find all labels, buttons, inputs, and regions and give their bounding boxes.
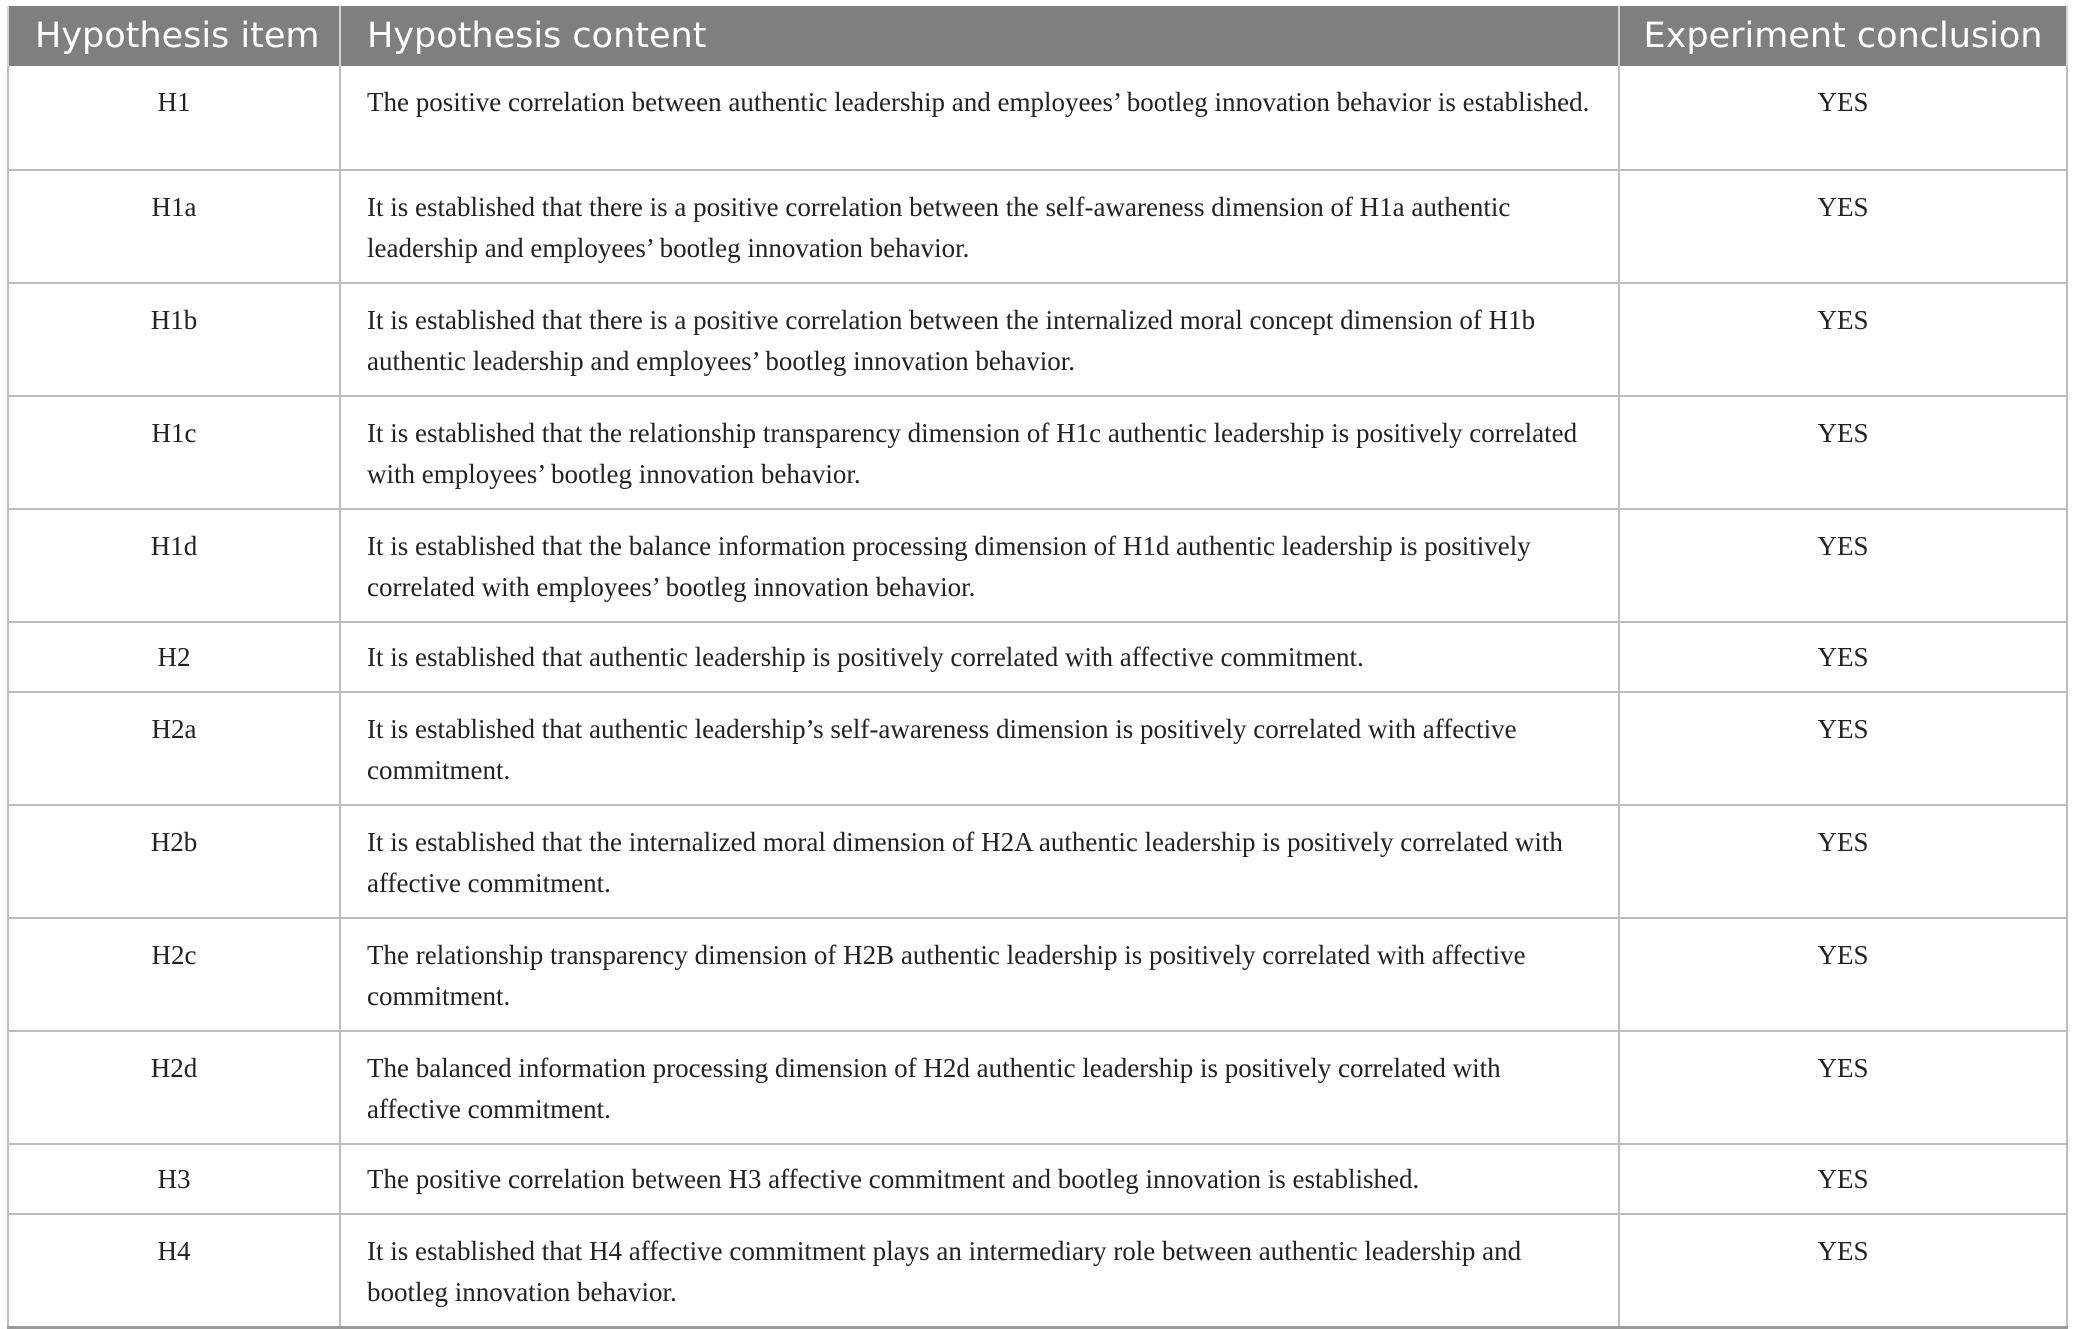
cell-conclusion: YES xyxy=(1619,692,2067,805)
cell-item: H1a xyxy=(8,170,340,283)
cell-conclusion: YES xyxy=(1619,170,2067,283)
table-row xyxy=(8,170,2067,283)
cell-conclusion: YES xyxy=(1619,396,2067,509)
cell-item: H1b xyxy=(8,283,340,396)
cell-content: It is established that the relationship transparency dimension of H1c authentic leadership is positively correlated with employees’ bootleg innovation behavior. xyxy=(340,396,1619,509)
cell-content: It is established that authentic leadership is positively correlated with affective commitment. xyxy=(340,622,1619,692)
table-row xyxy=(8,1144,2067,1214)
cell-conclusion: YES xyxy=(1619,622,2067,692)
cell-content: The balanced information processing dimension of H2d authentic leadership is positively correlated with affective commitment. xyxy=(340,1031,1619,1144)
header-row xyxy=(8,6,2067,66)
table-row xyxy=(8,283,2067,396)
cell-item: H3 xyxy=(8,1144,340,1214)
hypothesis-table-container xyxy=(7,6,2066,1329)
cell-content: The positive correlation between authentic leadership and employees’ bootleg innovation behavior is established. xyxy=(340,66,1619,170)
table-row xyxy=(8,1214,2067,1328)
cell-item: H2c xyxy=(8,918,340,1031)
cell-conclusion: YES xyxy=(1619,1144,2067,1214)
table-row xyxy=(8,509,2067,622)
cell-item: H2 xyxy=(8,622,340,692)
cell-content: It is established that authentic leadership’s self-awareness dimension is positively correlated with affective commitment. xyxy=(340,692,1619,805)
cell-conclusion: YES xyxy=(1619,509,2067,622)
cell-content: The positive correlation between H3 affective commitment and bootleg innovation is established. xyxy=(340,1144,1619,1214)
cell-content: It is established that the internalized moral dimension of H2A authentic leadership is positively correlated with affective commitment. xyxy=(340,805,1619,918)
table-row xyxy=(8,692,2067,805)
cell-item: H4 xyxy=(8,1214,340,1328)
cell-item: H1 xyxy=(8,66,340,170)
table-body xyxy=(8,66,2067,1328)
cell-conclusion: YES xyxy=(1619,66,2067,170)
cell-content: It is established that there is a positive correlation between the internalized moral concept dimension of H1b authentic leadership and employees’ bootleg innovation behavior. xyxy=(340,283,1619,396)
cell-item: H2a xyxy=(8,692,340,805)
table-row xyxy=(8,805,2067,918)
cell-content: It is established that there is a positive correlation between the self-awareness dimension of H1a authentic leadership and employees’ bootleg innovation behavior. xyxy=(340,170,1619,283)
table-row xyxy=(8,622,2067,692)
header-experiment-conclusion: Experiment conclusion xyxy=(1619,6,2067,66)
table-row xyxy=(8,396,2067,509)
header-hypothesis-content: Hypothesis content xyxy=(340,6,1619,66)
table-header xyxy=(8,6,2067,66)
header-hypothesis-item: Hypothesis item xyxy=(8,6,340,66)
hypothesis-table xyxy=(7,6,2068,1329)
cell-item: H2d xyxy=(8,1031,340,1144)
cell-conclusion: YES xyxy=(1619,283,2067,396)
cell-item: H2b xyxy=(8,805,340,918)
cell-content: The relationship transparency dimension of H2B authentic leadership is positively correlated with affective commitment. xyxy=(340,918,1619,1031)
cell-item: H1d xyxy=(8,509,340,622)
table-row xyxy=(8,918,2067,1031)
cell-conclusion: YES xyxy=(1619,1214,2067,1328)
cell-content: It is established that H4 affective commitment plays an intermediary role between authentic leadership and bootleg innovation behavior. xyxy=(340,1214,1619,1328)
table-row xyxy=(8,66,2067,170)
table-row xyxy=(8,1031,2067,1144)
cell-conclusion: YES xyxy=(1619,1031,2067,1144)
cell-content: It is established that the balance information processing dimension of H1d authentic leadership is positively correlated with employees’ bootleg innovation behavior. xyxy=(340,509,1619,622)
cell-conclusion: YES xyxy=(1619,805,2067,918)
cell-conclusion: YES xyxy=(1619,918,2067,1031)
cell-item: H1c xyxy=(8,396,340,509)
